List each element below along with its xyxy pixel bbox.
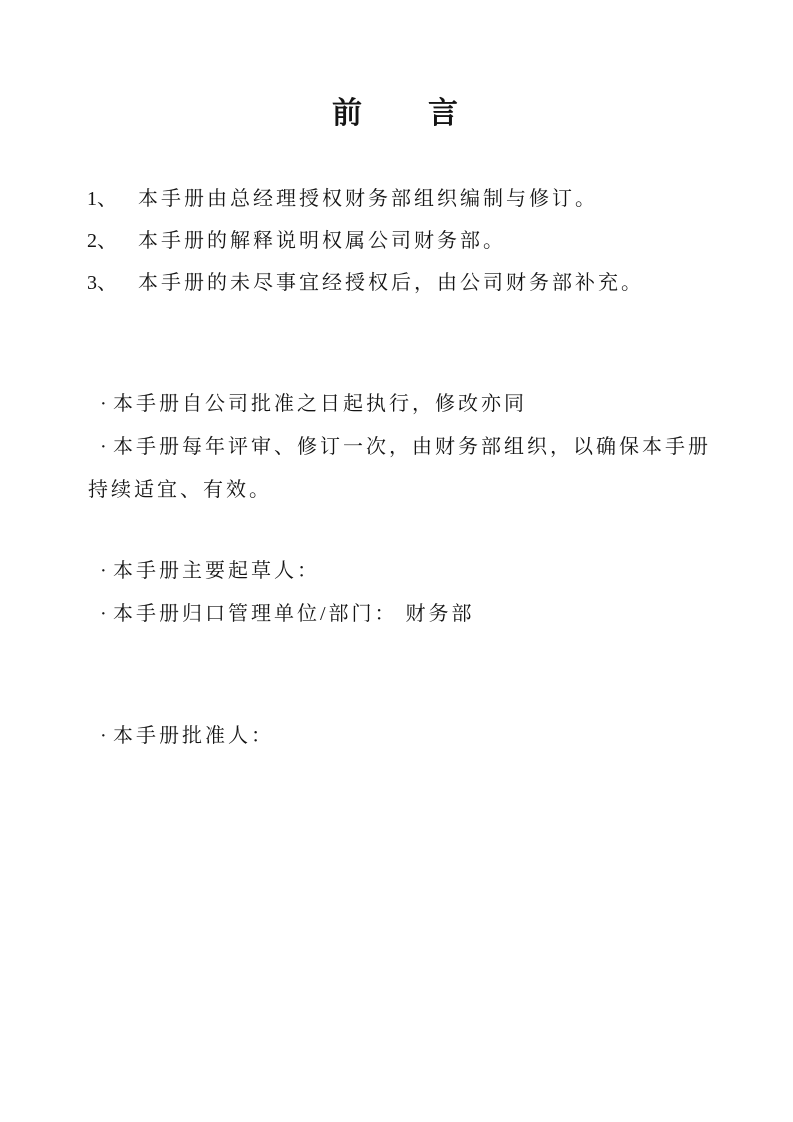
list-number: 1、 [87, 188, 117, 210]
bullet-item-text: 本手册自公司批准之日起执行，修改亦同 [113, 393, 527, 415]
bullet-item-text: 本手册每年评审、修订一次，由财务部组织，以确保本手册持续适宜、有效。 [88, 436, 711, 501]
bullet-item [88, 383, 728, 426]
bullet-dot-icon: · [100, 393, 107, 415]
numbered-item [87, 178, 747, 221]
bullet-item [88, 550, 728, 593]
numbered-item-text: 本手册由总经理授权财务部组织编制与修订。 [138, 188, 598, 210]
bullet-item-text: 本手册归口管理单位/部门： 财务部 [113, 603, 475, 625]
bullet-dot-icon: · [100, 560, 107, 582]
bullet-item-text: 本手册批准人： [113, 725, 274, 747]
numbered-item [87, 262, 747, 305]
numbered-item-text: 本手册的未尽事宜经授权后，由公司财务部补充。 [138, 272, 644, 294]
numbered-item-text: 本手册的解释说明权属公司财务部。 [138, 230, 506, 252]
page-title: 前 言 [332, 97, 461, 130]
list-number: 2、 [87, 230, 117, 252]
bullet-dot-icon: · [100, 436, 107, 458]
bullet-item [88, 715, 728, 758]
list-number: 3、 [87, 272, 117, 294]
bullet-item [88, 426, 728, 512]
bullet-item-text: 本手册主要起草人： [113, 560, 320, 582]
bullet-dot-icon: · [100, 603, 107, 625]
bullet-dot-icon: · [100, 725, 107, 747]
numbered-item [87, 220, 747, 263]
bullet-item [88, 593, 728, 636]
